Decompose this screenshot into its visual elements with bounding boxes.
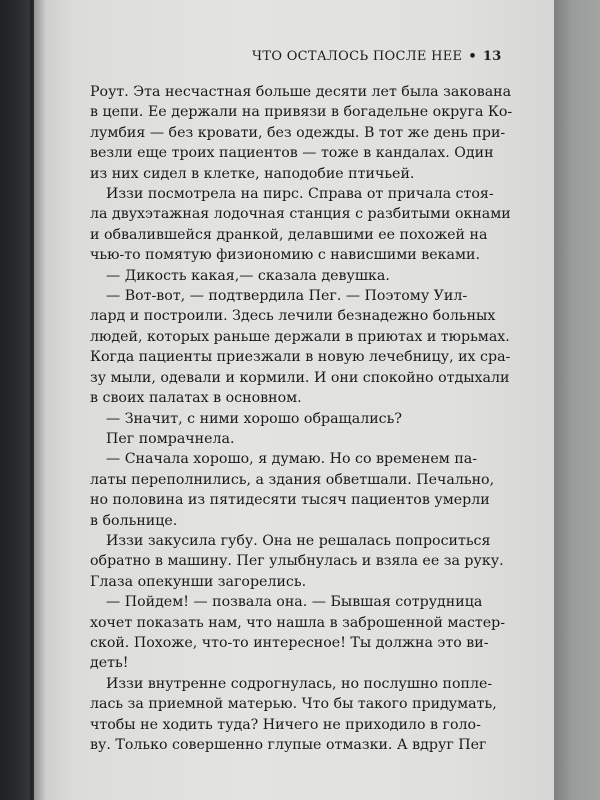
body-text — [90, 82, 513, 755]
text-line: — Вот-вот, — подтвердила Пег. — Поэтому Уил- — [106, 288, 468, 305]
text-line: в цепи. Ее держали на привязи в богадельне округа Ко- — [90, 104, 513, 121]
text-line: — Значит, с ними хорошо обращались? — [106, 410, 402, 427]
text-line: ву. Только совершенно глупые отмазки. А вдруг Пег — [90, 737, 487, 753]
text-line: хочет показать нам, что нашла в заброшенной мастер- — [90, 614, 506, 631]
running-header — [252, 49, 502, 64]
table-surface — [554, 0, 600, 800]
text-line: зу мыли, одевали и кормили. И они спокойно отдыхали — [90, 369, 510, 386]
text-line: из них сидел в клетке, наподобие птичьей. — [90, 165, 415, 182]
text-line: Роут. Эта несчастная больше десяти лет была закована — [90, 84, 512, 100]
text-line: — Пойдем! — позвала она. — Бывшая сотрудница — [106, 594, 483, 611]
text-line: — Дикость какая,— сказала девушка. — [106, 267, 390, 284]
text-line: Иззи внутренне содрогнулась, но послушно попле- — [106, 675, 493, 692]
text-line: Иззи посмотрела на пирс. Справа от причала стоя- — [106, 186, 494, 203]
text-line: в своих палатах в основном. — [90, 390, 302, 407]
text-line: ла двухэтажная лодочная станция с разбитыми окнами — [90, 206, 511, 223]
text-line: латы переполнились, а здания обветшали. Печально, — [90, 471, 495, 488]
text-line: людей, которых раньше держали в приютах и тюрьмах. — [90, 328, 510, 345]
text-line: Иззи закусила губу. Она не решалась попроситься — [106, 532, 491, 549]
spine-shadow — [30, 0, 46, 800]
text-line: — Сначала хорошо, я думаю. Но со временем па- — [106, 451, 478, 468]
text-line: лумбия — без кровати, без одежды. В тот же день при- — [90, 124, 506, 141]
text-line: но половина из пятидесяти тысяч пациентов умерли — [90, 492, 490, 509]
header-separator: • — [468, 49, 477, 64]
text-line: лард и построили. Здесь лечили безнадежно больных — [90, 308, 496, 325]
text-line: Когда пациенты приезжали в новую лечебницу, их сра- — [90, 349, 511, 366]
book-cover-edge — [0, 0, 34, 800]
text-line: чью-то помятую физиономию с нависшими веками. — [90, 247, 480, 264]
page-number: 13 — [482, 49, 502, 64]
text-line: обратно в машину. Пег улыбнулась и взяла ее за руку. — [90, 553, 504, 570]
text-line: деть! — [90, 655, 129, 672]
text-line: ской. Похоже, что-то интересное! Ты должна это ви- — [90, 634, 489, 651]
text-line: чтобы не ходить туда? Ничего не приходило в голо- — [90, 716, 481, 733]
text-line: Глаза опекунши загорелись. — [90, 573, 307, 590]
text-line: и обвалившейся дранкой, делавшими ее похожей на — [90, 226, 488, 243]
text-line: везли еще троих пациентов — тоже в кандалах. Один — [90, 145, 494, 162]
running-header-title: ЧТО ОСТАЛОСЬ ПОСЛЕ НЕЕ — [252, 49, 463, 64]
text-line: Пег помрачнела. — [106, 430, 235, 447]
text-line: лась за приемной матерью. Что бы такого придумать, — [90, 696, 497, 713]
text-line: в больнице. — [90, 512, 178, 529]
